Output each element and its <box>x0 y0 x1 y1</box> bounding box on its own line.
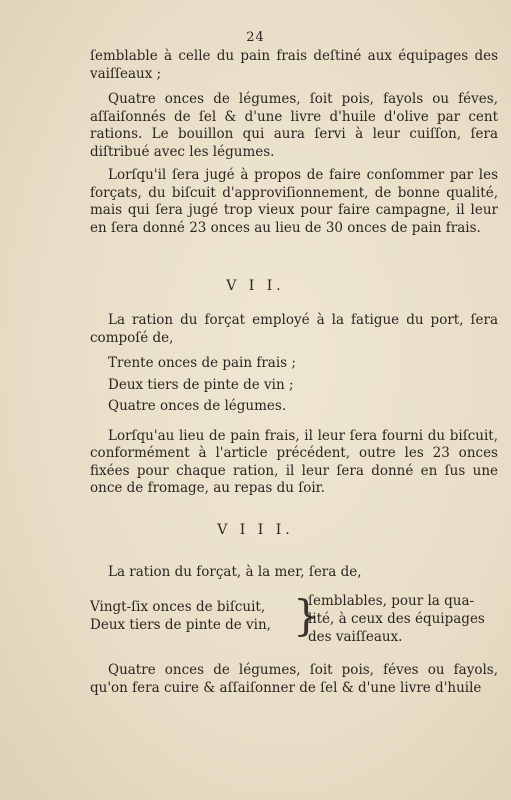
list-item: Deux tiers de pinte de vin ; <box>108 376 294 393</box>
block-1 <box>90 48 498 237</box>
bracketed-ration-list <box>90 593 510 649</box>
bracket-left-line: Deux tiers de pinte de vin, <box>90 617 271 633</box>
bracket-left-line: Vingt-ſix onces de biſcuit, <box>90 599 266 615</box>
section-heading: V I I. <box>226 278 285 294</box>
page-number: 24 <box>246 30 265 45</box>
paragraph-text: Quatre onces de légumes, ſoit pois, féves ou fayols, qu'on fera cuire & aſſaiſonner de ſel & d'une livre d'huile <box>90 662 498 696</box>
paragraph: Quatre onces de légumes, ſoit pois, fayols ou féves, aſſaiſonnés de ſel & d'une livre d'huile d'olive par cent rations. Le bouillon qui aura ſervi à leur cuiſſon, ſera diſtribué avec les légumes. <box>90 91 498 160</box>
paragraph: ſemblable à celle du pain frais deſtiné aux équipages des vaiſſeaux ; <box>90 48 498 82</box>
curly-brace-icon: } <box>293 591 320 640</box>
list-item: Quatre onces de légumes. <box>108 398 287 414</box>
bracket-right-line: ſemblables, pour la qua- <box>308 593 475 609</box>
paragraph: Lorſqu'au lieu de pain frais, il leur ſera fourni du biſcuit, conformément à l'article précédent, outre les 23 onces fixées pour chaque ration, il leur ſera donné en ſus une once de fromage, au repas du ſoir. <box>90 427 498 496</box>
section-vii-body <box>90 312 498 498</box>
paragraph <box>90 662 498 697</box>
section-heading: V I I I. <box>217 522 294 538</box>
list-item: Trente onces de pain frais ; <box>108 355 296 371</box>
paragraph-text: La ration du forçat, à la mer, ſera de, <box>108 564 362 580</box>
bracket-right-line: lité, à ceux des équipages <box>308 611 485 627</box>
paragraph <box>90 564 498 582</box>
paragraph: La ration du forçat employé à la fatigue du port, ſera compoſé de, <box>90 312 498 346</box>
bracket-right-line: des vaiſſeaux. <box>308 629 403 645</box>
paragraph: Lorſqu'il ſera jugé à propos de faire conſommer par les forçats, du biſcuit d'approviſionnement, de bonne qualité, mais qui ſera jugé trop vieux pour faire campagne, il leur en ſera donné 23 onces au lieu de 30 onces de pain frais. <box>90 167 498 236</box>
